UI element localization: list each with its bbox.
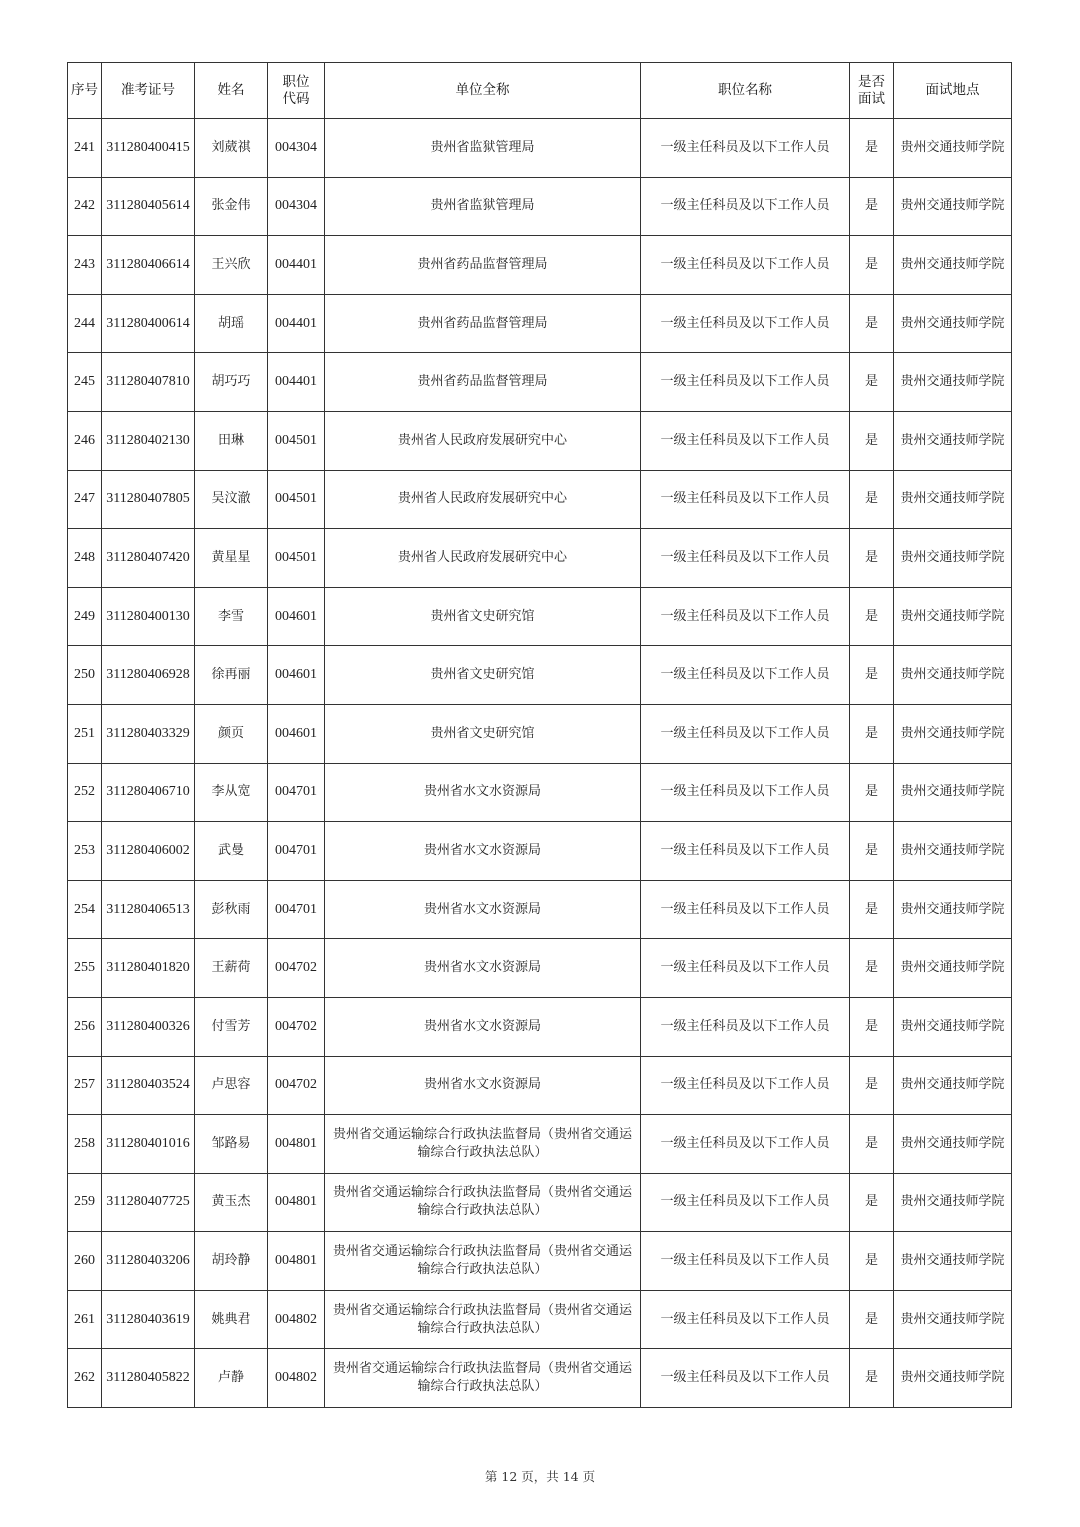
seq-cell: 255 bbox=[68, 939, 102, 998]
ticket-cell: 311280406614 bbox=[102, 236, 195, 295]
ticket-cell: 311280407725 bbox=[102, 1173, 195, 1232]
interview-cell: 是 bbox=[850, 177, 894, 236]
table-row bbox=[68, 529, 1012, 588]
table-row bbox=[68, 646, 1012, 705]
code-cell: 004501 bbox=[268, 411, 325, 470]
table-row bbox=[68, 119, 1012, 178]
position-cell: 一级主任科员及以下工作人员 bbox=[641, 1173, 850, 1232]
position-cell: 一级主任科员及以下工作人员 bbox=[641, 529, 850, 588]
header-seq: 序号 bbox=[68, 63, 102, 119]
unit-cell: 贵州省监狱管理局 bbox=[325, 177, 641, 236]
name-cell: 武曼 bbox=[195, 822, 268, 881]
name-cell: 卢静 bbox=[195, 1349, 268, 1408]
table-body bbox=[68, 119, 1012, 1408]
seq-cell: 258 bbox=[68, 1115, 102, 1174]
unit-cell: 贵州省交通运输综合行政执法监督局（贵州省交通运输综合行政执法总队） bbox=[325, 1232, 641, 1291]
unit-cell: 贵州省人民政府发展研究中心 bbox=[325, 411, 641, 470]
seq-cell: 259 bbox=[68, 1173, 102, 1232]
ticket-cell: 311280406928 bbox=[102, 646, 195, 705]
unit-cell: 贵州省人民政府发展研究中心 bbox=[325, 470, 641, 529]
name-cell: 徐再丽 bbox=[195, 646, 268, 705]
ticket-cell: 311280403524 bbox=[102, 1056, 195, 1115]
position-cell: 一级主任科员及以下工作人员 bbox=[641, 880, 850, 939]
interview-cell: 是 bbox=[850, 294, 894, 353]
code-cell: 004801 bbox=[268, 1232, 325, 1291]
interview-cell: 是 bbox=[850, 1173, 894, 1232]
header-interview-line2: 面试 bbox=[858, 90, 885, 107]
location-cell: 贵州交通技师学院 bbox=[894, 822, 1012, 881]
table-row bbox=[68, 177, 1012, 236]
unit-cell: 贵州省文史研究馆 bbox=[325, 646, 641, 705]
header-interview-line1: 是否 bbox=[858, 73, 885, 90]
table-row bbox=[68, 939, 1012, 998]
name-cell: 邹路易 bbox=[195, 1115, 268, 1174]
name-cell: 刘葳祺 bbox=[195, 119, 268, 178]
seq-cell: 242 bbox=[68, 177, 102, 236]
ticket-cell: 311280406002 bbox=[102, 822, 195, 881]
interview-cell: 是 bbox=[850, 1115, 894, 1174]
unit-cell: 贵州省交通运输综合行政执法监督局（贵州省交通运输综合行政执法总队） bbox=[325, 1290, 641, 1349]
ticket-cell: 311280406710 bbox=[102, 763, 195, 822]
code-cell: 004601 bbox=[268, 704, 325, 763]
seq-cell: 256 bbox=[68, 997, 102, 1056]
header-position: 职位名称 bbox=[641, 63, 850, 119]
header-row bbox=[68, 63, 1012, 119]
name-cell: 王薪荷 bbox=[195, 939, 268, 998]
header-interview bbox=[850, 63, 894, 119]
name-cell: 付雪芳 bbox=[195, 997, 268, 1056]
code-cell: 004701 bbox=[268, 763, 325, 822]
code-cell: 004401 bbox=[268, 236, 325, 295]
table-row bbox=[68, 294, 1012, 353]
seq-cell: 244 bbox=[68, 294, 102, 353]
location-cell: 贵州交通技师学院 bbox=[894, 529, 1012, 588]
location-cell: 贵州交通技师学院 bbox=[894, 236, 1012, 295]
code-cell: 004702 bbox=[268, 1056, 325, 1115]
unit-cell: 贵州省药品监督管理局 bbox=[325, 294, 641, 353]
name-cell: 颜页 bbox=[195, 704, 268, 763]
ticket-cell: 311280403329 bbox=[102, 704, 195, 763]
table-row bbox=[68, 470, 1012, 529]
seq-cell: 247 bbox=[68, 470, 102, 529]
location-cell: 贵州交通技师学院 bbox=[894, 704, 1012, 763]
ticket-cell: 311280400130 bbox=[102, 587, 195, 646]
table-row bbox=[68, 822, 1012, 881]
code-cell: 004802 bbox=[268, 1290, 325, 1349]
position-cell: 一级主任科员及以下工作人员 bbox=[641, 294, 850, 353]
location-cell: 贵州交通技师学院 bbox=[894, 587, 1012, 646]
position-cell: 一级主任科员及以下工作人员 bbox=[641, 177, 850, 236]
header-ticket: 准考证号 bbox=[102, 63, 195, 119]
ticket-cell: 311280400614 bbox=[102, 294, 195, 353]
table-row bbox=[68, 1349, 1012, 1408]
location-cell: 贵州交通技师学院 bbox=[894, 1173, 1012, 1232]
code-cell: 004401 bbox=[268, 353, 325, 412]
code-cell: 004501 bbox=[268, 529, 325, 588]
name-cell: 胡玲静 bbox=[195, 1232, 268, 1291]
location-cell: 贵州交通技师学院 bbox=[894, 411, 1012, 470]
table-row bbox=[68, 1290, 1012, 1349]
location-cell: 贵州交通技师学院 bbox=[894, 1115, 1012, 1174]
location-cell: 贵州交通技师学院 bbox=[894, 1349, 1012, 1408]
interview-cell: 是 bbox=[850, 1290, 894, 1349]
unit-cell: 贵州省交通运输综合行政执法监督局（贵州省交通运输综合行政执法总队） bbox=[325, 1173, 641, 1232]
code-cell: 004702 bbox=[268, 997, 325, 1056]
code-cell: 004601 bbox=[268, 587, 325, 646]
interview-cell: 是 bbox=[850, 880, 894, 939]
location-cell: 贵州交通技师学院 bbox=[894, 1056, 1012, 1115]
table-row bbox=[68, 411, 1012, 470]
interview-cell: 是 bbox=[850, 411, 894, 470]
interview-cell: 是 bbox=[850, 1349, 894, 1408]
ticket-cell: 311280406513 bbox=[102, 880, 195, 939]
code-cell: 004801 bbox=[268, 1115, 325, 1174]
position-cell: 一级主任科员及以下工作人员 bbox=[641, 1115, 850, 1174]
name-cell: 彭秋雨 bbox=[195, 880, 268, 939]
ticket-cell: 311280401016 bbox=[102, 1115, 195, 1174]
seq-cell: 246 bbox=[68, 411, 102, 470]
ticket-cell: 311280407810 bbox=[102, 353, 195, 412]
name-cell: 李雪 bbox=[195, 587, 268, 646]
interview-cell: 是 bbox=[850, 704, 894, 763]
unit-cell: 贵州省监狱管理局 bbox=[325, 119, 641, 178]
unit-cell: 贵州省水文水资源局 bbox=[325, 880, 641, 939]
header-location: 面试地点 bbox=[894, 63, 1012, 119]
table-row bbox=[68, 1232, 1012, 1291]
table-row bbox=[68, 353, 1012, 412]
ticket-cell: 311280400415 bbox=[102, 119, 195, 178]
interview-cell: 是 bbox=[850, 646, 894, 705]
table-row bbox=[68, 236, 1012, 295]
header-unit: 单位全称 bbox=[325, 63, 641, 119]
location-cell: 贵州交通技师学院 bbox=[894, 1290, 1012, 1349]
location-cell: 贵州交通技师学院 bbox=[894, 353, 1012, 412]
position-cell: 一级主任科员及以下工作人员 bbox=[641, 646, 850, 705]
interview-cell: 是 bbox=[850, 529, 894, 588]
interview-cell: 是 bbox=[850, 939, 894, 998]
code-cell: 004304 bbox=[268, 119, 325, 178]
ticket-cell: 311280403206 bbox=[102, 1232, 195, 1291]
code-cell: 004304 bbox=[268, 177, 325, 236]
unit-cell: 贵州省文史研究馆 bbox=[325, 587, 641, 646]
seq-cell: 243 bbox=[68, 236, 102, 295]
ticket-cell: 311280400326 bbox=[102, 997, 195, 1056]
header-code-line2: 代码 bbox=[282, 90, 310, 107]
location-cell: 贵州交通技师学院 bbox=[894, 294, 1012, 353]
unit-cell: 贵州省水文水资源局 bbox=[325, 1056, 641, 1115]
code-cell: 004701 bbox=[268, 822, 325, 881]
name-cell: 张金伟 bbox=[195, 177, 268, 236]
interview-cell: 是 bbox=[850, 763, 894, 822]
name-cell: 王兴欣 bbox=[195, 236, 268, 295]
name-cell: 姚典君 bbox=[195, 1290, 268, 1349]
interview-cell: 是 bbox=[850, 353, 894, 412]
table-row bbox=[68, 880, 1012, 939]
seq-cell: 251 bbox=[68, 704, 102, 763]
seq-cell: 249 bbox=[68, 587, 102, 646]
seq-cell: 252 bbox=[68, 763, 102, 822]
interview-cell: 是 bbox=[850, 119, 894, 178]
ticket-cell: 311280407805 bbox=[102, 470, 195, 529]
table-row bbox=[68, 587, 1012, 646]
name-cell: 胡瑶 bbox=[195, 294, 268, 353]
name-cell: 吴汶澈 bbox=[195, 470, 268, 529]
name-cell: 黄星星 bbox=[195, 529, 268, 588]
seq-cell: 248 bbox=[68, 529, 102, 588]
ticket-cell: 311280401820 bbox=[102, 939, 195, 998]
location-cell: 贵州交通技师学院 bbox=[894, 880, 1012, 939]
unit-cell: 贵州省水文水资源局 bbox=[325, 997, 641, 1056]
unit-cell: 贵州省人民政府发展研究中心 bbox=[325, 529, 641, 588]
location-cell: 贵州交通技师学院 bbox=[894, 939, 1012, 998]
candidate-table bbox=[67, 62, 1012, 1408]
table-row bbox=[68, 1115, 1012, 1174]
header-name: 姓名 bbox=[195, 63, 268, 119]
seq-cell: 261 bbox=[68, 1290, 102, 1349]
header-code bbox=[268, 63, 325, 119]
position-cell: 一级主任科员及以下工作人员 bbox=[641, 1349, 850, 1408]
seq-cell: 245 bbox=[68, 353, 102, 412]
unit-cell: 贵州省药品监督管理局 bbox=[325, 353, 641, 412]
position-cell: 一级主任科员及以下工作人员 bbox=[641, 470, 850, 529]
interview-cell: 是 bbox=[850, 1056, 894, 1115]
interview-cell: 是 bbox=[850, 236, 894, 295]
name-cell: 李从宽 bbox=[195, 763, 268, 822]
location-cell: 贵州交通技师学院 bbox=[894, 470, 1012, 529]
table-row bbox=[68, 997, 1012, 1056]
seq-cell: 257 bbox=[68, 1056, 102, 1115]
seq-cell: 241 bbox=[68, 119, 102, 178]
name-cell: 田琳 bbox=[195, 411, 268, 470]
seq-cell: 260 bbox=[68, 1232, 102, 1291]
ticket-cell: 311280405614 bbox=[102, 177, 195, 236]
unit-cell: 贵州省药品监督管理局 bbox=[325, 236, 641, 295]
ticket-cell: 311280405822 bbox=[102, 1349, 195, 1408]
table-row bbox=[68, 763, 1012, 822]
code-cell: 004702 bbox=[268, 939, 325, 998]
unit-cell: 贵州省文史研究馆 bbox=[325, 704, 641, 763]
unit-cell: 贵州省水文水资源局 bbox=[325, 763, 641, 822]
position-cell: 一级主任科员及以下工作人员 bbox=[641, 119, 850, 178]
location-cell: 贵州交通技师学院 bbox=[894, 646, 1012, 705]
seq-cell: 250 bbox=[68, 646, 102, 705]
table-row bbox=[68, 1173, 1012, 1232]
interview-cell: 是 bbox=[850, 587, 894, 646]
ticket-cell: 311280403619 bbox=[102, 1290, 195, 1349]
code-cell: 004802 bbox=[268, 1349, 325, 1408]
position-cell: 一级主任科员及以下工作人员 bbox=[641, 704, 850, 763]
table-row bbox=[68, 1056, 1012, 1115]
position-cell: 一级主任科员及以下工作人员 bbox=[641, 997, 850, 1056]
position-cell: 一级主任科员及以下工作人员 bbox=[641, 763, 850, 822]
interview-cell: 是 bbox=[850, 997, 894, 1056]
unit-cell: 贵州省交通运输综合行政执法监督局（贵州省交通运输综合行政执法总队） bbox=[325, 1349, 641, 1408]
name-cell: 胡巧巧 bbox=[195, 353, 268, 412]
location-cell: 贵州交通技师学院 bbox=[894, 119, 1012, 178]
location-cell: 贵州交通技师学院 bbox=[894, 177, 1012, 236]
position-cell: 一级主任科员及以下工作人员 bbox=[641, 1056, 850, 1115]
name-cell: 黄玉杰 bbox=[195, 1173, 268, 1232]
code-cell: 004801 bbox=[268, 1173, 325, 1232]
code-cell: 004501 bbox=[268, 470, 325, 529]
unit-cell: 贵州省水文水资源局 bbox=[325, 822, 641, 881]
position-cell: 一级主任科员及以下工作人员 bbox=[641, 411, 850, 470]
seq-cell: 254 bbox=[68, 880, 102, 939]
code-cell: 004701 bbox=[268, 880, 325, 939]
interview-cell: 是 bbox=[850, 1232, 894, 1291]
position-cell: 一级主任科员及以下工作人员 bbox=[641, 353, 850, 412]
position-cell: 一级主任科员及以下工作人员 bbox=[641, 1290, 850, 1349]
interview-cell: 是 bbox=[850, 822, 894, 881]
position-cell: 一级主任科员及以下工作人员 bbox=[641, 939, 850, 998]
location-cell: 贵州交通技师学院 bbox=[894, 763, 1012, 822]
code-cell: 004601 bbox=[268, 646, 325, 705]
location-cell: 贵州交通技师学院 bbox=[894, 997, 1012, 1056]
ticket-cell: 311280407420 bbox=[102, 529, 195, 588]
unit-cell: 贵州省水文水资源局 bbox=[325, 939, 641, 998]
page-footer: 第 12 页，共 14 页 bbox=[484, 1469, 596, 1484]
name-cell: 卢思容 bbox=[195, 1056, 268, 1115]
location-cell: 贵州交通技师学院 bbox=[894, 1232, 1012, 1291]
ticket-cell: 311280402130 bbox=[102, 411, 195, 470]
seq-cell: 262 bbox=[68, 1349, 102, 1408]
header-code-line1: 职位 bbox=[282, 73, 310, 90]
position-cell: 一级主任科员及以下工作人员 bbox=[641, 587, 850, 646]
position-cell: 一级主任科员及以下工作人员 bbox=[641, 822, 850, 881]
interview-cell: 是 bbox=[850, 470, 894, 529]
unit-cell: 贵州省交通运输综合行政执法监督局（贵州省交通运输综合行政执法总队） bbox=[325, 1115, 641, 1174]
table-row bbox=[68, 704, 1012, 763]
position-cell: 一级主任科员及以下工作人员 bbox=[641, 236, 850, 295]
position-cell: 一级主任科员及以下工作人员 bbox=[641, 1232, 850, 1291]
code-cell: 004401 bbox=[268, 294, 325, 353]
seq-cell: 253 bbox=[68, 822, 102, 881]
